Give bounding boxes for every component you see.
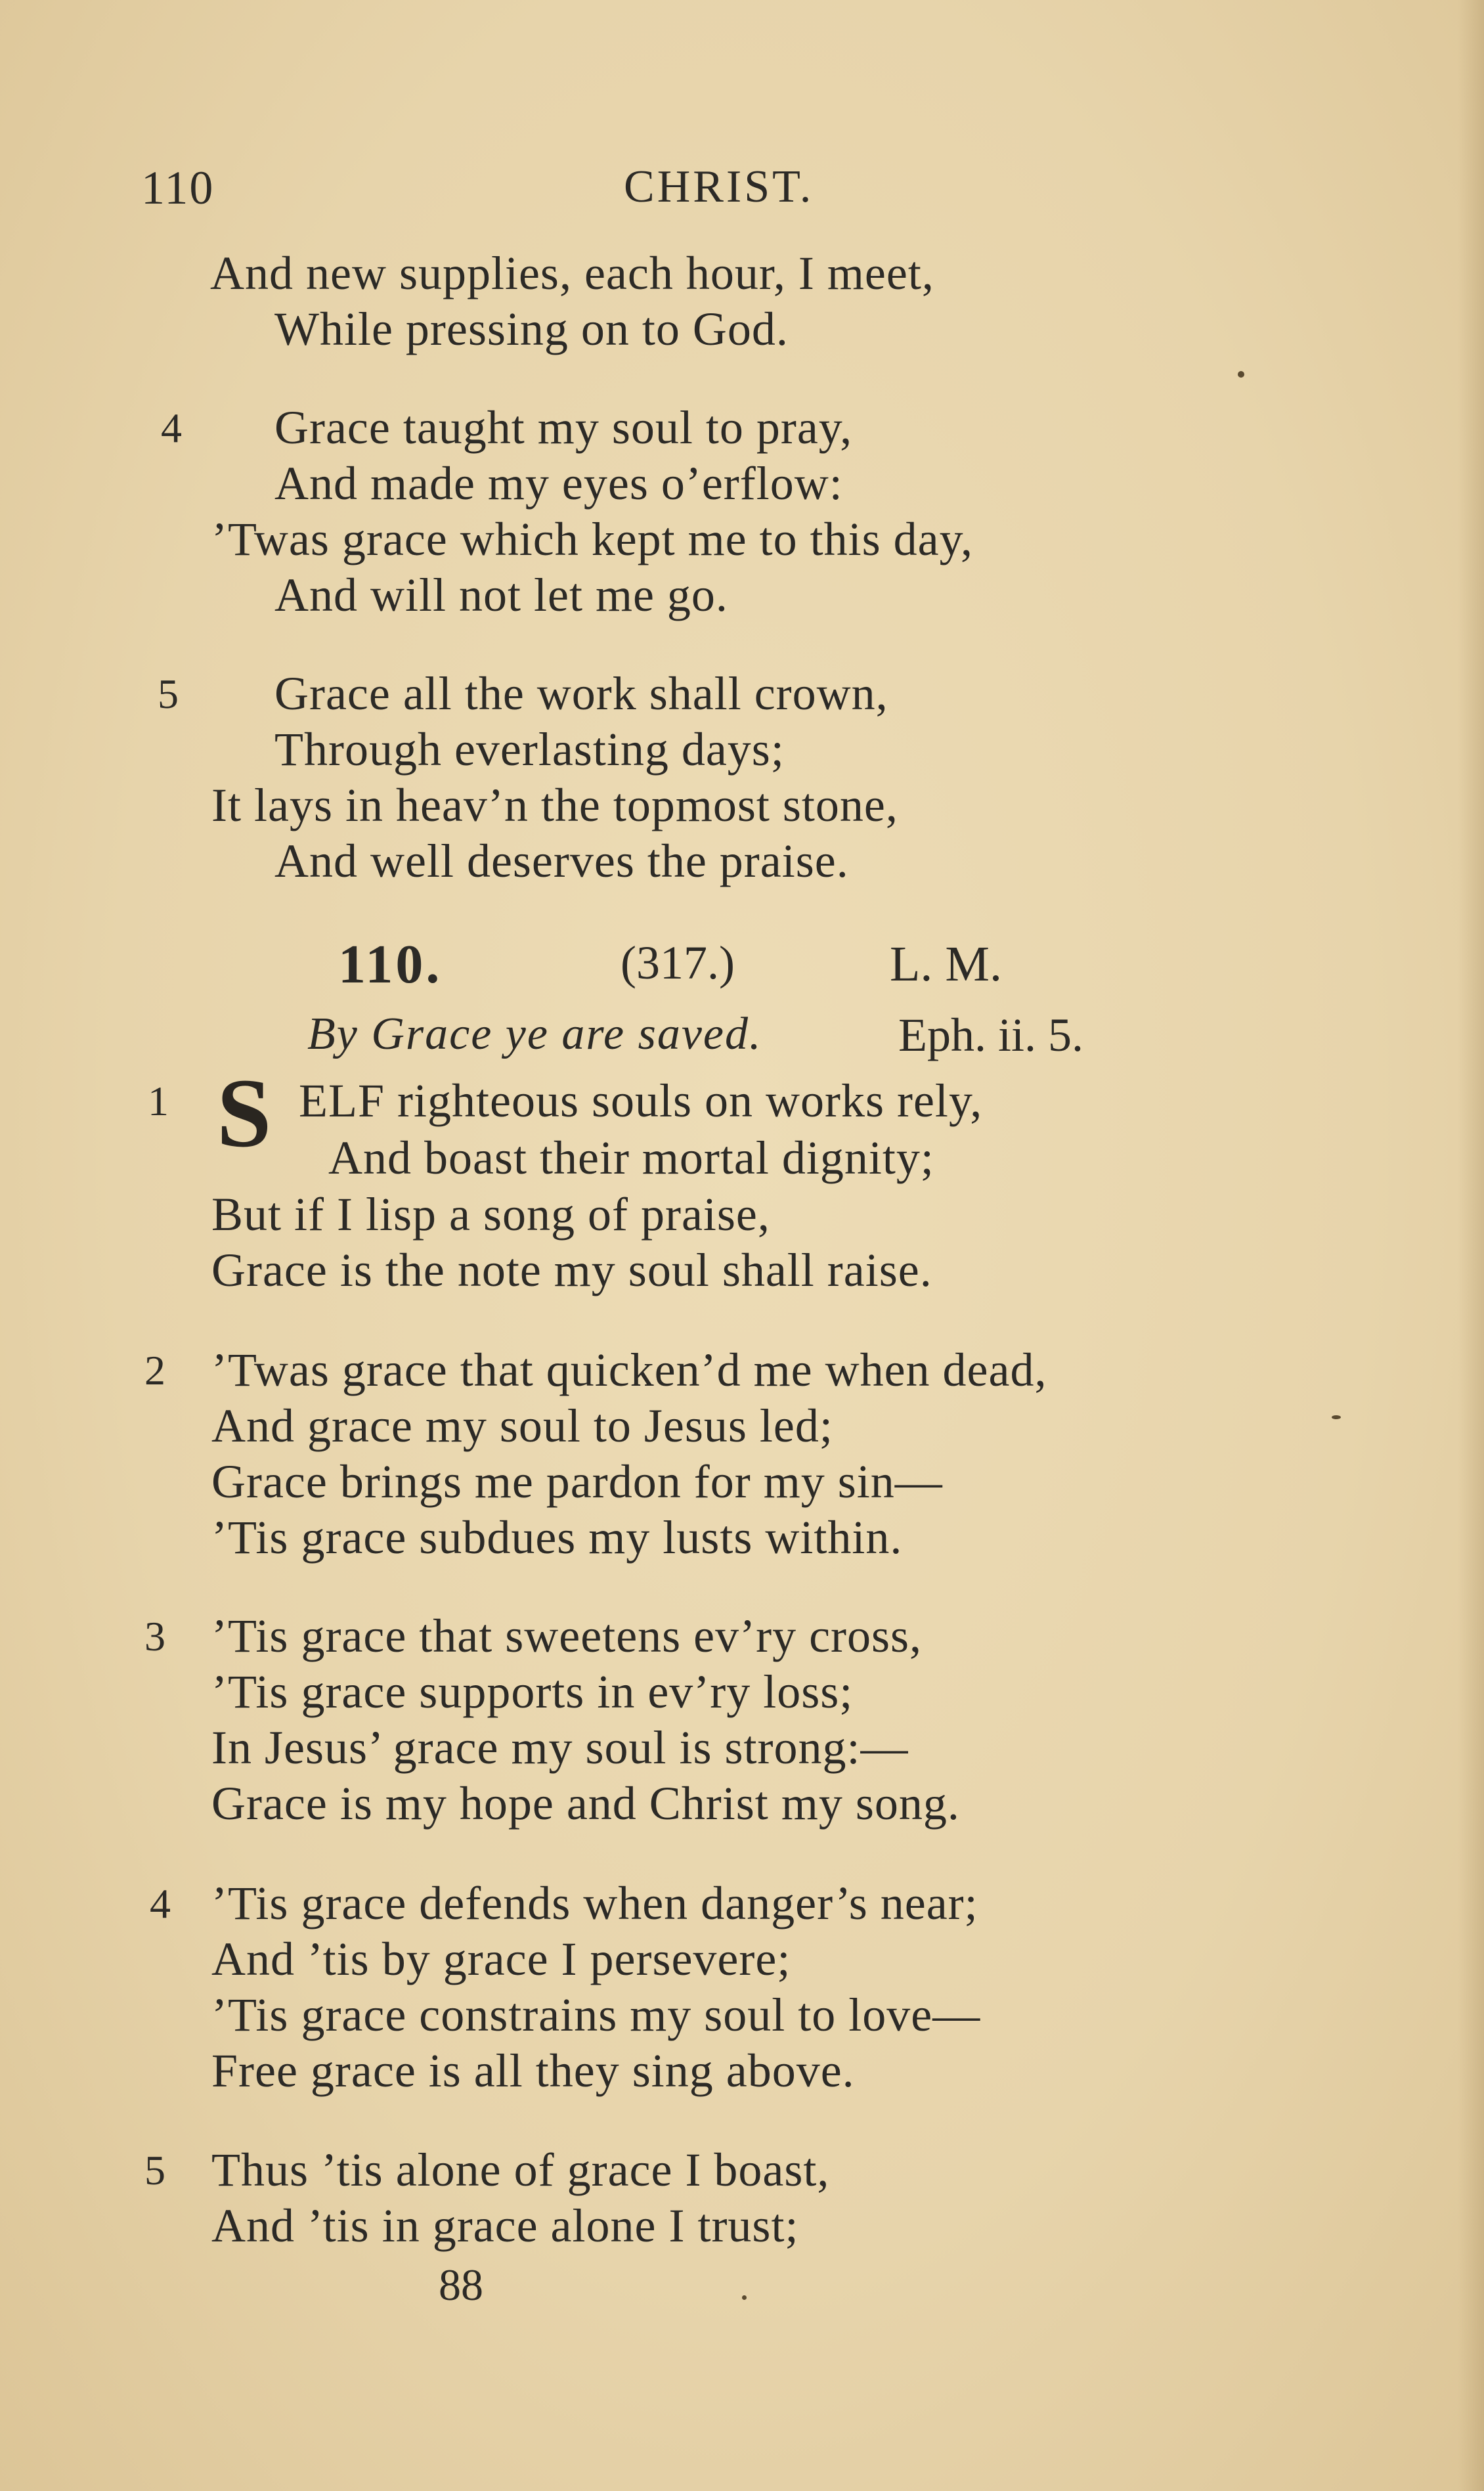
verse-line: And grace my soul to Jesus led; <box>211 1400 833 1452</box>
verse-line: ’Tis grace subdues my lusts within. <box>211 1511 903 1564</box>
verse-line: And ’tis in grace alone I trust; <box>211 2199 799 2252</box>
verse-line: Thus ’tis alone of grace I boast, <box>211 2144 830 2196</box>
verse-line: Grace is the note my soul shall raise. <box>211 1244 932 1296</box>
verse-number: 1 <box>148 1078 169 1124</box>
verse-line: Through everlasting days; <box>274 723 785 776</box>
hymn-heading <box>0 933 1484 998</box>
scripture-reference: Eph. ii. 5. <box>898 1009 1083 1061</box>
verse-line: Grace is my hope and Christ my song. <box>211 1777 960 1830</box>
verse-line: And ’tis by grace I persevere; <box>211 1933 791 1985</box>
verse-line: But if I lisp a song of praise, <box>211 1188 770 1241</box>
hymn-alt-number: (317.) <box>621 937 735 989</box>
ink-speck <box>1238 371 1244 378</box>
verse-number: 4 <box>150 1880 171 1927</box>
verse-number: 4 <box>161 405 182 451</box>
verse-line: ’Twas grace which kept me to this day, <box>211 513 973 565</box>
verse-line: In Jesus’ grace my soul is strong:— <box>211 1721 909 1774</box>
running-header <box>0 161 1484 220</box>
verse-number: 3 <box>144 1613 165 1660</box>
verse-line: And well deserves the praise. <box>274 835 849 887</box>
verse-line: Free grace is all they sing above. <box>211 2044 855 2097</box>
verse-line: ’Tis grace that sweetens ev’ry cross, <box>211 1610 923 1662</box>
verse-line: And boast their mortal dignity; <box>328 1132 934 1184</box>
running-title: CHRIST. <box>624 162 814 212</box>
verse-line: ’Tis grace defends when danger’s near; <box>211 1877 978 1929</box>
verse-line: ’Tis grace constrains my soul to love— <box>211 1989 981 2041</box>
verse-line: Grace all the work shall crown, <box>274 667 888 720</box>
hymn-number: 110. <box>338 934 443 995</box>
hymn-meter: L. M. <box>890 937 1002 992</box>
page-number-top: 110 <box>141 162 215 214</box>
verse-number: 2 <box>144 1347 165 1394</box>
verse-number: 5 <box>158 671 179 717</box>
verse-line: ’Twas grace that quicken’d me when dead, <box>211 1344 1047 1396</box>
verse-line: Grace brings me pardon for my sin— <box>211 1455 943 1508</box>
verse-line: Grace taught my soul to pray, <box>274 401 853 454</box>
drop-cap: S <box>217 1059 272 1168</box>
continuation-line: While pressing on to God. <box>274 303 789 355</box>
verse-line: And made my eyes o’erflow: <box>274 457 843 510</box>
verse-line: ELF righteous souls on works rely, <box>299 1074 983 1127</box>
page-number-bottom: 88 <box>439 2260 483 2310</box>
continuation-line: And new supplies, each hour, I meet, <box>210 247 934 299</box>
ink-speck <box>742 2295 747 2300</box>
subtitle-text: By Grace ye are saved. <box>307 1009 762 1059</box>
ink-speck <box>1332 1415 1341 1419</box>
verse-line: ’Tis grace supports in ev’ry loss; <box>211 1665 854 1718</box>
page-edge-shadow <box>1458 0 1484 2491</box>
verse-number: 5 <box>144 2147 165 2193</box>
verse-line: And will not let me go. <box>274 569 728 621</box>
verse-line: It lays in heav’n the topmost stone, <box>211 779 898 831</box>
